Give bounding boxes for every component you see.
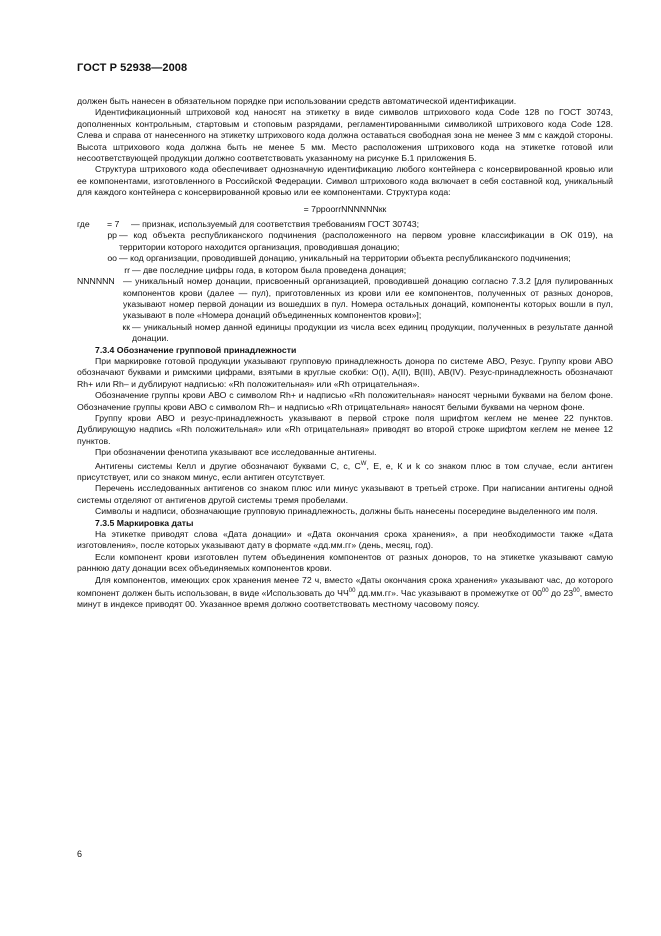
paragraph [77,459,613,484]
definition-text: — две последние цифры года, в котором была проведена донация; [132,264,407,275]
paragraph: Структура штрихового кода обеспечивает однозначную идентификацию любого контейнера с консервированной кровью или ее компонентами, изготовленного в Российской Федерации. Символ штрихового кода включает в себя составной код, уникальный для каждого контейнера с консервированной кровью или ее компонентами. Структура кода: [77,164,613,198]
definition-text: — признак, используемый для соответствия требованиям ГОСТ 30743; [131,219,420,230]
section-heading: 7.3.4 Обозначение групповой принадлежности [95,344,297,355]
paragraph: Если компонент крови изготовлен путем объединения компонентов от разных доноров, то на этикетке указывают самую раннюю дату донации всех объединяемых компонентов крови. [77,551,613,574]
paragraph: Обозначение группы крови АВО с символом Rh+ и надписью «Rh положительная» наносят черными буквами на белом фоне. Обозначение группы крови АВО с символом Rh– и надписью «Rh отрицательная» наносят белыми буквами на черном фоне. [77,390,613,412]
definition-term: NNNNNN [77,276,115,287]
text-run: , Е, е, К и k со знаком плюс в том случае, если антиген присутствует, или со знаком минус, если антиген отсутствует. [77,460,613,482]
definition-term: pp [107,230,117,241]
text-run: Антигены системы Келл и другие обозначают буквами С, с, С [95,460,361,471]
paragraph [77,575,613,611]
section-heading: 7.3.5 Маркировка даты [95,517,194,528]
page-number: 6 [77,849,83,859]
definition-item [77,322,613,345]
document-body [77,96,613,611]
superscript: 00 [541,587,549,594]
paragraph: Перечень исследованных антигенов со знаком плюс или минус указывают в третьей строке. При написании антигены одной системы отделяют от антигенов другой системы тремя пробелами. [77,483,613,505]
paragraph: На этикетке приводят слова «Дата донации» и «Дата окончания срока хранения», а при необходимости также «Дата изготовления», после которых указывают дату в формате «дд.мм.гг» (день, месяц, год). [77,528,613,551]
paragraph: Идентификационный штриховой код наносят на этикетку в виде символов штрихового кода Code 128 по ГОСТ 30743, дополненных контрольным, стартовым и стоповым разрядами, регламентированными символикой штрихового кода Code 128. Слева и справа от нанесенного на этикетку штрихового кода должна оставаться свободная зона не менее 3 мм с каждой стороны. Высота штрихового кода должна быть не менее 5 мм. Место расположения штрихового кода на этикетке готовой или несоответствующей продукции должно соответствовать указанному на рисунке Б.1 приложения Б. [77,107,613,164]
paragraph: должен быть нанесен в обязательном порядке при использовании средств автоматической идентификации. [77,96,517,106]
definition-term: кк [122,321,130,332]
superscript: W [360,460,367,467]
definition-text: — код объекта республиканского подчинения (расположенного на первом уровне классификации в ОК 019), на территории которого находится организация, проводившая донацию; [119,230,613,252]
superscript: 00 [573,587,580,594]
where-label: где [77,219,90,230]
definition-item [77,276,613,322]
definition-item [77,219,613,230]
definition-term: = 7 [107,219,120,230]
paragraph: Группу крови АВО и резус-принадлежность указывают в первой строке поля шрифтом кеглем не менее 22 пунктов. Дублирующую надпись «Rh положительная» или «Rh отрицательная» приводят во второй строке шрифтом кеглем не менее 12 пунктов. [77,412,613,446]
definition-text: — код организации, проводившей донацию, уникальный на территории объекта республиканского подчинения; [119,253,571,264]
code-structure-formula: = 7ppoorrNNNNNNкк [303,203,387,214]
definition-text: — уникальный номер донации, присвоенный организацией, проводившей донацию согласно 7.3.2 [для пулированных компонентов крови (далее — пул), приготовленных из крови или ее компонентов, полученных от разных доноров, указывают номер первой донации из вошедших в пул. Номера остальных донаций, компоненты которых вошли в пул, указывают в поле «Номера донаций объединенных компонентов крови»]; [123,276,613,321]
definition-item [77,265,613,276]
paragraph: При обозначении фенотипа указывают все исследованные антигены. [95,447,377,458]
text-run: дд.мм.гг». Час указывают в промежутке от 00 [355,587,542,598]
paragraph: Символы и надписи, обозначающие групповую принадлежность, должны быть нанесены посередине выделенного им поля. [95,506,598,517]
definition-term: rr [124,264,130,275]
superscript: 00 [348,587,356,594]
text-run: до 23 [548,587,574,598]
definition-item [77,230,613,253]
definition-item [77,253,613,264]
text-run: Для компонентов, имеющих срок хранения менее 72 ч, вместо «Даты окончания срока хранения» указывают час, до которого компонент должен быть использован, в виде «Использовать до ЧЧ [77,574,613,598]
document-header: ГОСТ Р 52938—2008 [77,62,188,74]
definition-term: oo [107,253,117,264]
paragraph: При маркировке готовой продукции указывают групповую принадлежность донора по системе АВО, Резус. Группу крови АВО обозначают буквами и римскими цифрами, взятыми в круглые скобки: O(I), A(II), B(III), AB(IV). Резус-принадлежность обозначают Rh+ или Rh– и дублируют надписью: «Rh положительная» или «Rh отрицательная». [77,355,613,389]
text-run: , вместо минут в индексе приводят 00. Указанное время должно соответствовать местному часовому поясу. [77,587,613,610]
definition-text: — уникальный номер данной единицы продукции из числа всех единиц продукции, полученных в результате данной донации. [132,321,613,344]
